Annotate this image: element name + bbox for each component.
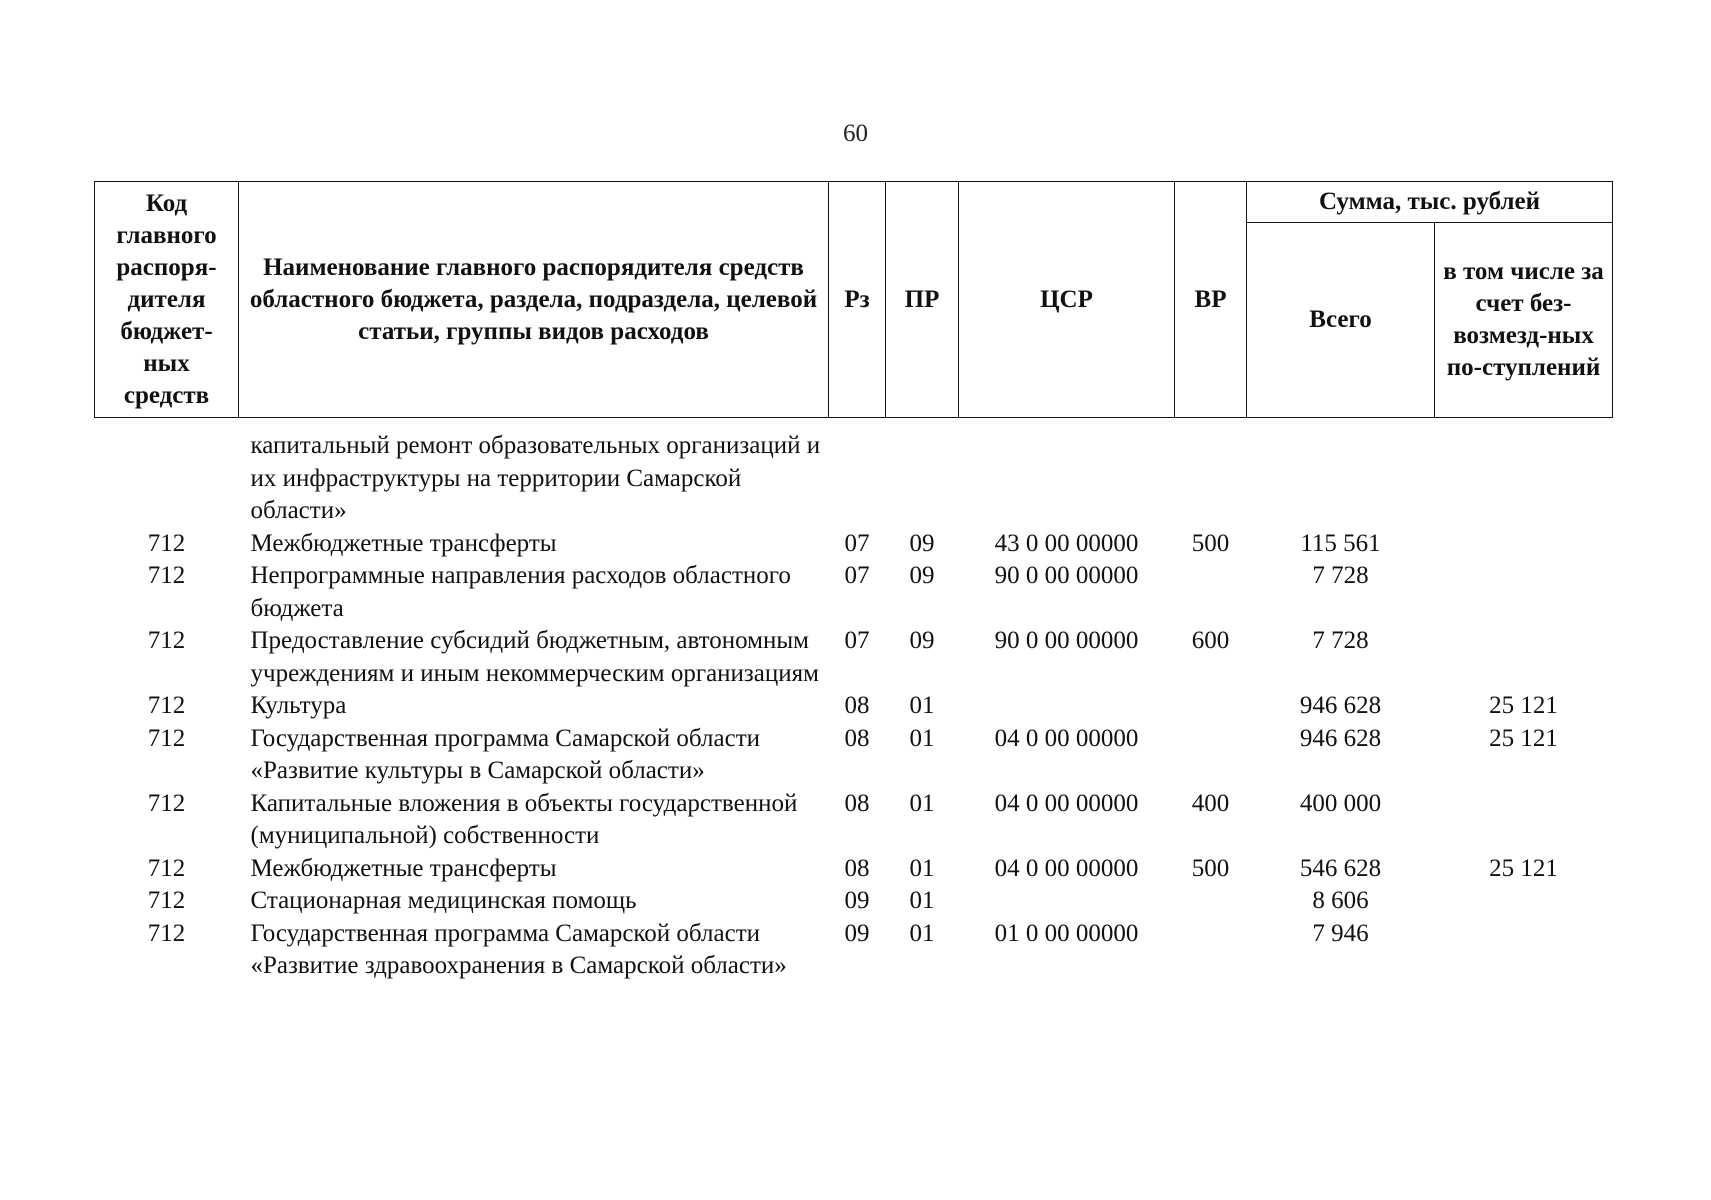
cell-free: 25 121	[1489, 692, 1558, 719]
table-body	[95, 418, 1613, 983]
cell-pr: 01	[909, 854, 935, 882]
cell-rz: 07	[844, 529, 870, 557]
cell-pr: 01	[909, 789, 935, 817]
cell-csr: 04 0 00 00000	[994, 854, 1139, 882]
cell-total	[1247, 418, 1435, 528]
header-free: в том числе за счет без-возмезд-ных по-ступлений	[1435, 223, 1613, 418]
cell-name: Предоставление субсидий бюджетным, автономным учреждениям и иным некоммерческим организациям	[250, 627, 819, 687]
cell-name: Культура	[250, 692, 347, 719]
cell-code: 712	[147, 692, 186, 719]
cell-total: 8 606	[1312, 887, 1369, 914]
cell-total: 400 000	[1299, 789, 1382, 817]
cell-vr	[1175, 723, 1247, 788]
cell-rz: 08	[844, 692, 870, 719]
cell-rz: 07	[844, 562, 870, 589]
cell-code: 712	[147, 919, 186, 947]
header-name: Наименование главного распорядителя средств областного бюджета, раздела, подраздела, целевой статьи, группы видов расходов	[239, 182, 829, 418]
cell-csr: 04 0 00 00000	[994, 724, 1139, 752]
cell-free	[1435, 560, 1613, 625]
cell-rz: 08	[844, 724, 870, 752]
table-row	[95, 560, 1613, 625]
cell-csr	[959, 418, 1175, 528]
cell-vr	[1175, 418, 1247, 528]
cell-rz: 09	[844, 887, 870, 914]
cell-vr	[1175, 560, 1247, 625]
cell-code: 712	[147, 562, 186, 589]
cell-free	[1435, 885, 1613, 918]
cell-name: Межбюджетные трансферты	[250, 854, 557, 882]
cell-total: 7 728	[1312, 562, 1369, 589]
cell-free	[1435, 788, 1613, 853]
header-total: Всего	[1247, 223, 1435, 418]
cell-free: 25 121	[1489, 854, 1558, 882]
header-pr: ПР	[886, 182, 959, 418]
cell-vr	[1175, 690, 1247, 723]
cell-code: 712	[147, 724, 186, 752]
cell-pr: 01	[909, 692, 935, 719]
table-row	[95, 625, 1613, 690]
page-number: 60	[843, 120, 868, 147]
cell-code: 712	[147, 887, 186, 914]
table-row	[95, 528, 1613, 561]
cell-name: капитальный ремонт образовательных организаций и их инфраструктуры на территории Самарской области»	[250, 432, 821, 524]
cell-code: 712	[147, 627, 186, 654]
cell-total: 7 728	[1312, 627, 1369, 654]
cell-vr: 500	[1191, 854, 1230, 882]
cell-vr: 500	[1191, 529, 1230, 557]
cell-vr: 400	[1191, 789, 1230, 817]
table-row	[95, 723, 1613, 788]
table-row	[95, 885, 1613, 918]
table-header	[95, 182, 1613, 418]
cell-csr	[959, 885, 1175, 918]
cell-csr	[959, 690, 1175, 723]
cell-free: 25 121	[1489, 724, 1558, 752]
header-code: Код главного распоря-дителя бюджет-ных средств	[95, 182, 239, 418]
table-row	[95, 853, 1613, 886]
cell-vr	[1175, 885, 1247, 918]
cell-name: Непрограммные направления расходов областного бюджета	[250, 562, 791, 622]
cell-code: 712	[147, 529, 186, 557]
header-sum: Сумма, тыс. рублей	[1247, 182, 1613, 223]
cell-csr: 43 0 00 00000	[994, 529, 1139, 557]
cell-pr: 01	[909, 919, 935, 947]
table-row	[95, 690, 1613, 723]
header-csr: ЦСР	[959, 182, 1175, 418]
cell-total: 546 628	[1299, 854, 1382, 882]
cell-rz: 08	[844, 854, 870, 882]
cell-csr: 01 0 00 00000	[994, 919, 1139, 947]
cell-pr: 01	[909, 887, 935, 914]
cell-total: 7 946	[1312, 919, 1369, 947]
table-row	[95, 918, 1613, 983]
cell-pr: 09	[909, 529, 935, 557]
cell-name: Стационарная медицинская помощь	[250, 887, 637, 914]
cell-total: 946 628	[1299, 692, 1382, 719]
cell-free	[1435, 625, 1613, 690]
cell-csr: 90 0 00 00000	[994, 627, 1139, 654]
cell-total: 115 561	[1300, 529, 1381, 557]
cell-rz: 08	[844, 789, 870, 817]
cell-total: 946 628	[1299, 724, 1382, 752]
cell-name: Государственная программа Самарской области «Развитие здравоохранения в Самарской области»	[250, 919, 787, 979]
cell-free	[1435, 528, 1613, 561]
cell-name: Капитальные вложения в объекты государственной (муниципальной) собственности	[250, 789, 798, 849]
cell-csr: 90 0 00 00000	[994, 562, 1139, 589]
cell-csr: 04 0 00 00000	[994, 789, 1139, 817]
header-rz: Рз	[829, 182, 886, 418]
cell-code	[95, 418, 239, 528]
header-vr: ВР	[1175, 182, 1247, 418]
cell-free	[1435, 918, 1613, 983]
cell-vr: 600	[1191, 627, 1230, 654]
table-row	[95, 418, 1613, 528]
cell-rz	[829, 418, 886, 528]
cell-pr: 09	[909, 627, 935, 654]
cell-pr: 09	[909, 562, 935, 589]
cell-free	[1435, 418, 1613, 528]
cell-code: 712	[147, 789, 186, 817]
cell-rz: 09	[844, 919, 870, 947]
cell-code: 712	[147, 854, 186, 882]
budget-table	[94, 181, 1613, 983]
cell-pr: 01	[909, 724, 935, 752]
cell-rz: 07	[844, 627, 870, 654]
table-row	[95, 788, 1613, 853]
cell-pr	[886, 418, 959, 528]
cell-name: Межбюджетные трансферты	[250, 529, 557, 557]
cell-name: Государственная программа Самарской области «Развитие культуры в Самарской области»	[250, 724, 760, 784]
cell-vr	[1175, 918, 1247, 983]
